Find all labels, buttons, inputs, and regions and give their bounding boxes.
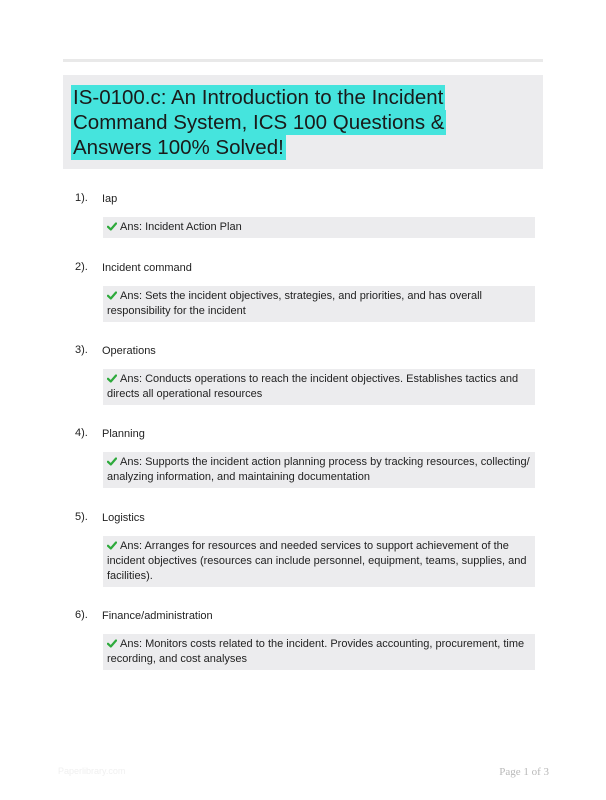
check-icon	[107, 374, 117, 383]
question-number: 4).	[75, 427, 88, 439]
check-icon	[107, 291, 117, 300]
answer-text: Ans: Supports the incident action planning process by tracking resources, collecting/ analyzing information, and maintaining documentation	[107, 456, 530, 483]
question-text: Planning	[102, 428, 145, 440]
answer-text: Ans: Incident Action Plan	[120, 221, 242, 233]
top-divider	[63, 59, 543, 62]
check-icon	[107, 541, 117, 550]
check-icon	[107, 222, 117, 231]
answer-box	[103, 286, 535, 322]
question-number: 5).	[75, 511, 88, 523]
answer-text: Ans: Conducts operations to reach the incident objectives. Establishes tactics and directs all operational resources	[107, 373, 519, 400]
page-number: Page 1 of 3	[499, 766, 549, 778]
title-banner	[63, 75, 543, 169]
answer-text: Ans: Monitors costs related to the incident. Provides accounting, procurement, time recording, and cost analyses	[107, 638, 525, 665]
answer-text: Ans: Sets the incident objectives, strategies, and priorities, and has overall responsibility for the incident	[107, 290, 482, 317]
answer-box	[103, 536, 535, 587]
check-icon	[107, 457, 117, 466]
question-number: 2).	[75, 261, 88, 273]
answer-box	[103, 369, 535, 405]
question-text: Operations	[102, 345, 156, 357]
check-icon	[107, 639, 117, 648]
question-number: 6).	[75, 609, 88, 621]
answer-box	[103, 634, 535, 670]
answer-box	[103, 217, 535, 238]
question-number: 1).	[75, 192, 88, 204]
page-title-text: IS-0100.c: An Introduction to the Incident Command System, ICS 100 Questions & Answers 100% Solved!	[73, 86, 445, 159]
answer-box	[103, 452, 535, 488]
question-number: 3).	[75, 344, 88, 356]
watermark: Paperlibrary.com	[58, 766, 126, 776]
answer-text: Ans: Arranges for resources and needed services to support achievement of the incident objectives (resources can include personnel, equipment, teams, supplies, and facilities).	[107, 540, 527, 582]
question-text: Incident command	[102, 262, 192, 274]
page-title	[71, 85, 511, 160]
question-text: Iap	[102, 193, 118, 205]
question-text: Logistics	[102, 512, 145, 524]
question-text: Finance/administration	[102, 610, 213, 622]
